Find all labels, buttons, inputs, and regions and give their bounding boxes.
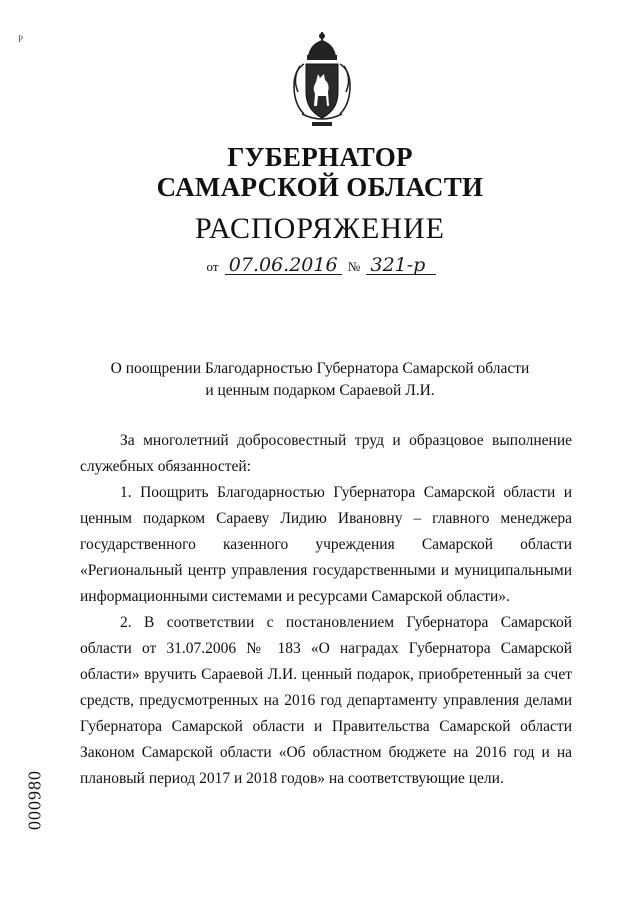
number-value: 321-р — [366, 256, 436, 275]
subject-line-1: О поощрении Благодарностью Губернатора Самарской области — [110, 360, 530, 377]
number-label: № — [347, 259, 361, 274]
date-value: 07.06.2016 — [225, 256, 342, 275]
document-type: РАСПОРЯЖЕНИЕ — [194, 212, 446, 245]
corner-mark: P — [18, 34, 24, 44]
issuer-title-line2: САМАРСКОЙ ОБЛАСТИ — [156, 172, 484, 202]
date-label: от — [206, 259, 219, 274]
date-number-line — [0, 256, 640, 275]
samara-coat-of-arms-icon — [288, 30, 356, 130]
document-body — [80, 428, 572, 792]
document-subject — [0, 358, 640, 402]
body-paragraph-1: 1. Поощрить Благодарностью Губернатора Самарской области и ценным подарком Сараеву Лидию Ивановну – главного менеджера государственного казенного учреждения Самарской области «Региональный центр управления государственными и муниципальными информационными системами и ресурсами Самарской области». — [80, 484, 572, 605]
registry-number: 000980 — [24, 769, 45, 830]
registry-stamp — [24, 742, 46, 857]
issuer-title-line1: ГУБЕРНАТОР — [227, 142, 413, 172]
body-paragraph-2: 2. В соответствии с постановлением Губернатора Самарской области от 31.07.2006 № 183 «О наградах Губернатора Самарской области» вручить Сараевой Л.И. ценный подарок, приобретенный за счет средств, предусмотренных на 2016 год департаменту управления делами Губернатора Самарской области и Правительства Самарской области Законом Самарской области «Об областном бюджете на 2016 год и на плановый период 2017 и 2018 годов» на соответствующие цели. — [80, 614, 572, 787]
subject-line-2: и ценным подарком Сараевой Л.И. — [205, 382, 435, 399]
body-paragraph-intro: За многолетний добросовестный труд и образцовое выполнение служебных обязанностей: — [80, 432, 572, 475]
